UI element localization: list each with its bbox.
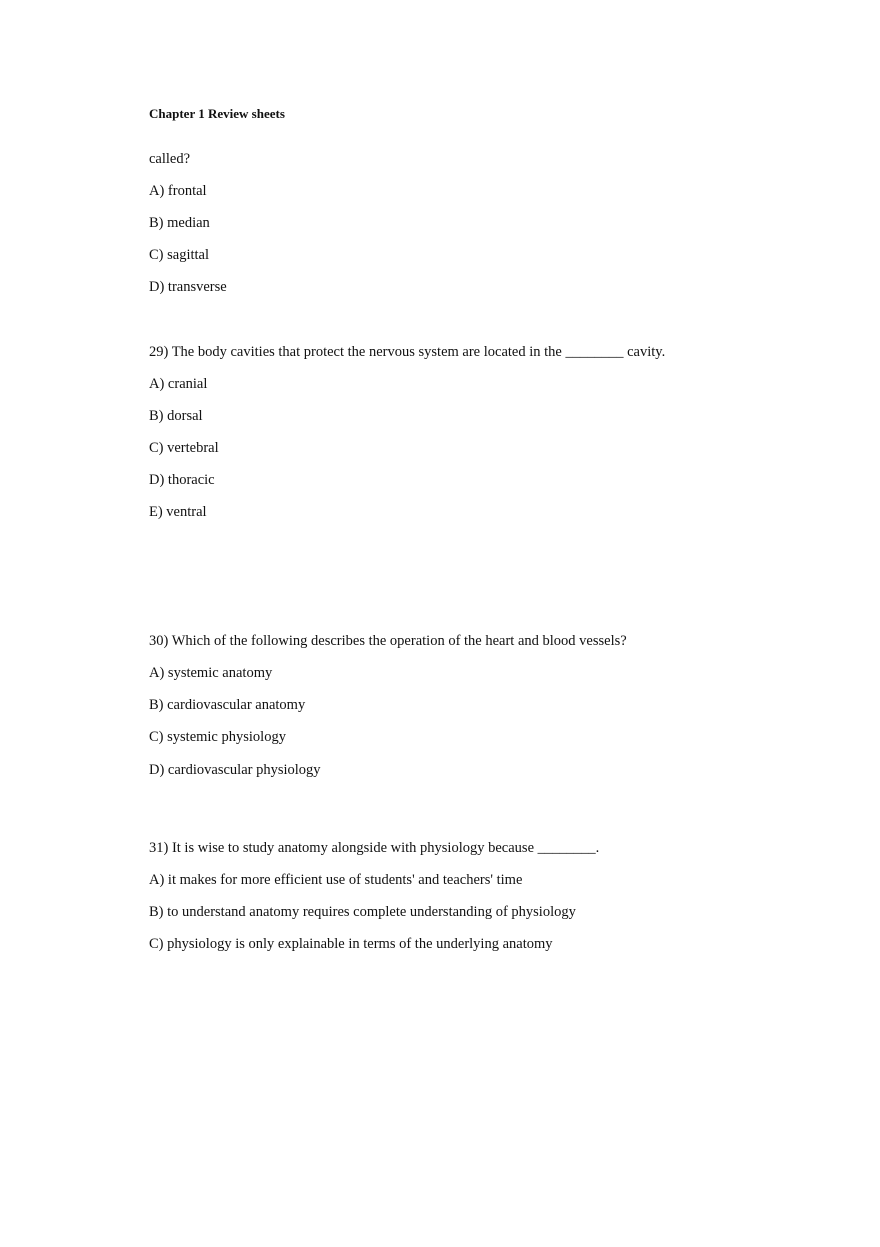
question-28-option-a: A) frontal [149, 183, 207, 199]
page-header: Chapter 1 Review sheets [149, 106, 285, 121]
question-30-option-d: D) cardiovascular physiology [149, 762, 321, 778]
question-29-option-a: A) cranial [149, 376, 208, 392]
question-29-option-b: B) dorsal [149, 408, 203, 424]
question-28-option-b: B) median [149, 215, 210, 231]
question-29-option-d: D) thoracic [149, 472, 215, 488]
question-31-text: 31) It is wise to study anatomy alongside with physiology because ________. [149, 840, 600, 856]
question-29-option-c: C) vertebral [149, 440, 219, 456]
question-28-continuation: called? [149, 151, 191, 167]
question-29-option-e: E) ventral [149, 504, 207, 520]
question-30-option-b: B) cardiovascular anatomy [149, 697, 306, 713]
question-28-option-c: C) sagittal [149, 247, 210, 263]
question-31-option-b: B) to understand anatomy requires complete understanding of physiology [149, 904, 576, 920]
question-30-option-a: A) systemic anatomy [149, 665, 273, 681]
question-30-option-c: C) systemic physiology [149, 729, 286, 745]
question-30-text: 30) Which of the following describes the operation of the heart and blood vessels? [149, 633, 627, 649]
question-28-option-d: D) transverse [149, 279, 227, 295]
question-31-option-a: A) it makes for more efficient use of students' and teachers' time [149, 872, 523, 888]
question-29-text: 29) The body cavities that protect the nervous system are located in the ________ cavity. [149, 344, 666, 360]
question-31-option-c: C) physiology is only explainable in terms of the underlying anatomy [149, 936, 553, 952]
